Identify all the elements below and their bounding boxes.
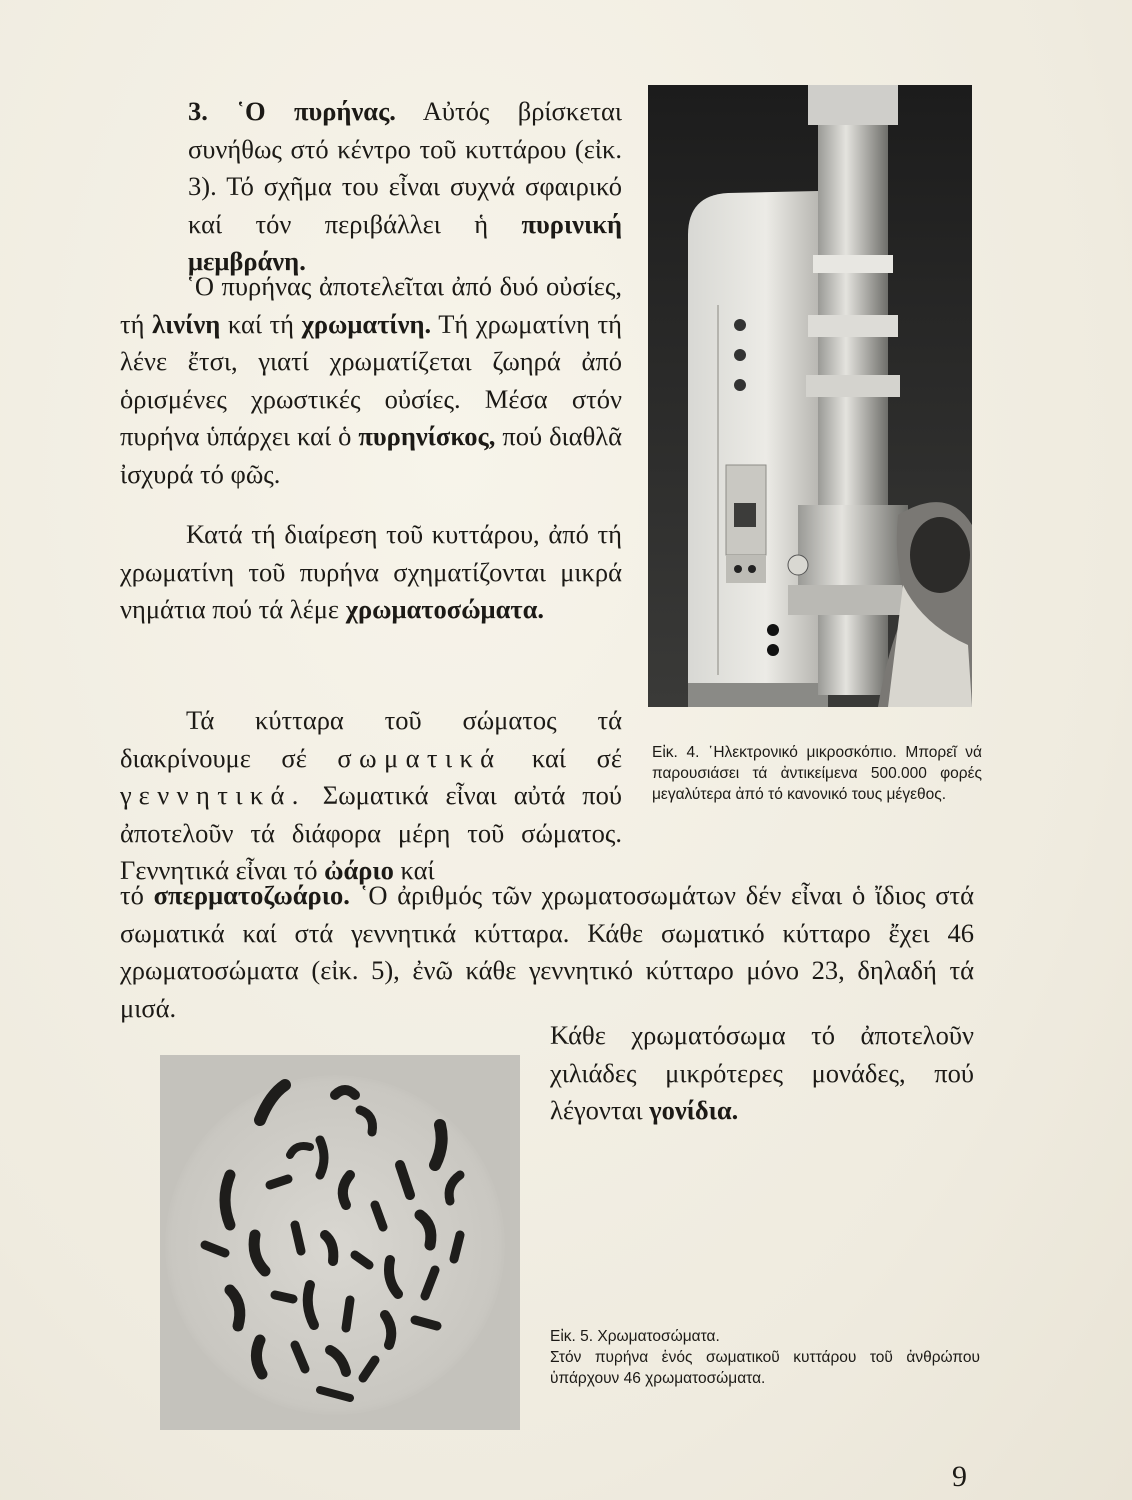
caption-text: Μπορεῖ νά παρουσιάσει τά ἀντικείμενα 500.000 φορές μεγαλύτερα ἀπό τό κανονικό τους μέγεθος.	[652, 744, 982, 803]
paragraph-text: ῾Ο ἀριθμός τῶν χρωματοσωμάτων δέν εἶναι ὁ ἴδιος στά σωματικά καί στά γεννητικά κύτταρα. Κάθε σωματικό κύτταρο ἔχει 46 χρωματοσώματα (εἰκ. 5), ἐνῶ κάθε γεννητικό κύτταρο μόνο 23, δηλαδή τά μισά.	[120, 880, 975, 1023]
paragraph-text: καί	[400, 855, 435, 885]
term-somatic: σωματικά	[337, 742, 502, 773]
paragraph-text: πού διαθλᾶ ἰσχυρά τό φῶς.	[120, 421, 622, 489]
paragraph-text: τό	[120, 880, 144, 910]
term-germ: γεννητικά.	[120, 780, 306, 810]
figure-5-caption	[550, 1326, 980, 1389]
chromosomes-photo	[160, 1055, 520, 1430]
paragraph-chromosome-count	[120, 877, 974, 1027]
term-chromosomes: χρωματοσώματα.	[345, 594, 545, 624]
paragraph-text: ῾Ο πυρήνας ἀποτελεῖται ἀπό δυό οὐσίες, τή	[120, 271, 622, 339]
chromosome-spread-illustration	[160, 1055, 520, 1430]
microscope-illustration	[648, 85, 972, 707]
paragraph-nucleus-intro	[188, 93, 622, 281]
paragraph-text: Αὐτός βρίσκεται συνήθως στό κέντρο τοῦ κυττάρου (εἰκ. 3). Τό σχῆμα του εἶναι συχνά σφαιρικό καί τόν περιβάλλει ἡ	[188, 96, 622, 239]
electron-microscope-photo	[648, 85, 972, 707]
paragraph-text: Κατά τή διαίρεση τοῦ κυττάρου, ἀπό τή χρωματίνη τοῦ πυρήνα σχηματίζονται μικρά νημάτια πού τά λέμε	[120, 519, 622, 624]
paragraph-cell-types	[120, 702, 622, 890]
caption-title: Εἰκ. 4. ῾Ηλεκτρονικό μικροσκόπιο.	[652, 744, 897, 761]
paragraph-text: Τά κύτταρα τοῦ σώματος τά διακρίνουμε σέ	[120, 705, 622, 773]
term-ovum: ὠάριο	[324, 855, 394, 885]
paragraph-text: Τή χρωματίνη τή λένε ἔτσι, γιατί χρωματίζεται ζωηρά ἀπό ὁρισμένες χρωστικές οὐσίες. Μέσα στόν πυρήνα ὑπάρχει καί ὁ	[120, 308, 623, 451]
paragraph-text: καί τή	[227, 308, 295, 339]
caption-text: Στόν πυρήνα ἑνός σωματικοῦ κυττάρου τοῦ ἀνθρώπου ὑπάρχουν 46 χρωματοσώματα.	[550, 1349, 980, 1387]
figure-4-caption	[652, 742, 982, 805]
term-genes: γονίδια.	[649, 1095, 739, 1125]
section-heading: 3. ῾Ο πυρήνας.	[188, 96, 396, 126]
term-linin: λινίνη	[152, 308, 221, 339]
term-nuclear-membrane: πυρινική μεμβράνη.	[188, 208, 622, 276]
caption-title: Εἰκ. 5. Χρωματοσώματα.	[550, 1328, 720, 1345]
term-spermatozoon: σπερματοζωάριο.	[153, 880, 350, 910]
term-nucleolus: πυρηνίσκος,	[358, 421, 496, 451]
paragraph-cell-division	[120, 516, 622, 629]
paragraph-nucleus-composition	[120, 268, 622, 493]
paragraph-text: Κάθε χρωματόσωμα τό ἀποτελοῦν χιλιάδες μικρότερες μονάδες, πού λέγονται	[550, 1020, 974, 1125]
term-chromatin: χρωματίνη.	[301, 308, 432, 339]
page-number: 9	[952, 1460, 967, 1493]
paragraph-genes	[550, 1017, 974, 1130]
paragraph-text: Σωματικά εἶναι αὐτά πού ἀποτελοῦν τά διάφορα μέρη τοῦ σώματος. Γεννητικά εἶναι τό	[120, 780, 622, 885]
paragraph-text: καί σέ	[531, 742, 623, 773]
